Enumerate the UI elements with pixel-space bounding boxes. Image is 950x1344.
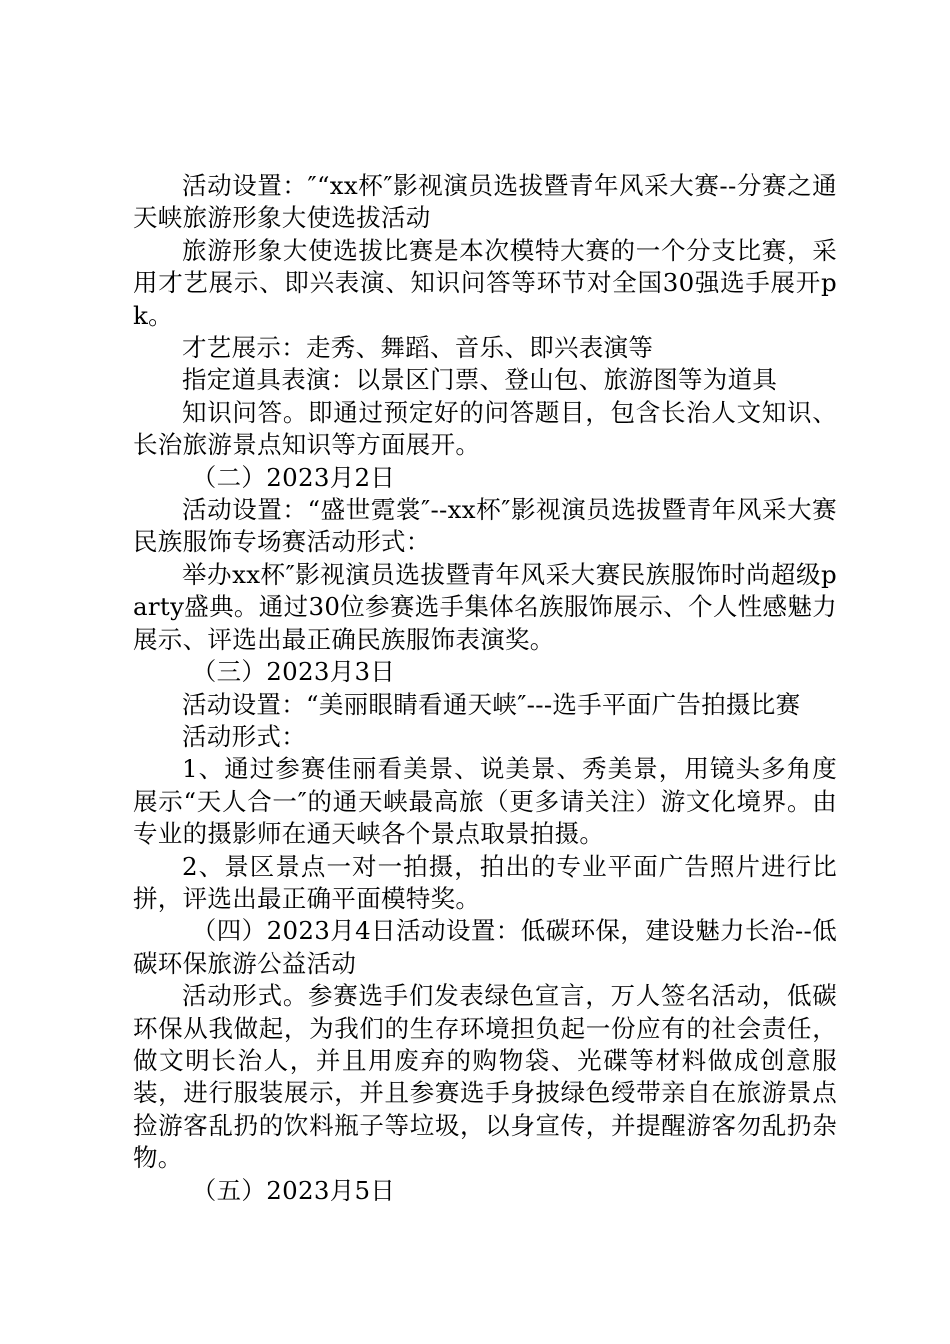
paragraph-costume-party: 举办xx杯″影视演员选拔暨青年风采大赛民族服饰时尚超级party盛典。通过30位参赛选手集体名族服饰展示、个人性感魅力展示、评选出最正确民族服饰表演奖。 <box>133 559 837 654</box>
paragraph-props-performance: 指定道具表演：以景区门票、登山包、旅游图等为道具 <box>182 365 778 395</box>
section-heading-3: （三）2023月3日 <box>191 657 396 687</box>
paragraph-activity-setting-1: 活动设置：″“xx杯″影视演员选拔暨青年风采大赛--分赛之通天峡旅游形象大使选拔活动 <box>133 171 837 233</box>
paragraph-activity-setting-3: 活动设置：“美丽眼睛看通天峡″---选手平面广告拍摄比赛 <box>182 689 801 719</box>
paragraph-talent-show: 才艺展示：走秀、舞蹈、音乐、即兴表演等 <box>182 333 654 363</box>
section-heading-4: （四）2023月4日活动设置：低碳环保，建设魅力长治--低碳环保旅游公益活动 <box>133 916 837 978</box>
paragraph-form-item-2: 2、景区景点一对一拍摄，拍出的专业平面广告照片进行比拼，评选出最正确平面模特奖。 <box>133 851 837 913</box>
paragraph-ambassador-intro: 旅游形象大使选拔比赛是本次模特大赛的一个分支比赛，采用才艺展示、即兴表演、知识问答等环节对全国30强选手展开pk。 <box>133 235 837 330</box>
section-heading-2: （二）2023月2日 <box>191 462 396 492</box>
paragraph-eco-activity: 活动形式。参赛选手们发表绿色宣言，万人签名活动，低碳环保从我做起，为我们的生存环境担负起一份应有的社会责任，做文明长治人，并且用废弃的购物袋、光碟等材料做成创意服装，进行服装展示，并且参赛选手身披绿色绶带亲自在旅游景点捡游客乱扔的饮料瓶子等垃圾，以身宣传，并提醒游客勿乱扔杂物。 <box>133 981 837 1173</box>
paragraph-activity-form-label: 活动形式： <box>182 721 306 751</box>
document-body <box>133 170 837 1207</box>
paragraph-activity-setting-2: 活动设置：“盛世霓裳″--xx杯″影视演员选拔暨青年风采大赛民族服饰专场赛活动形式： <box>133 495 837 557</box>
section-heading-5: （五）2023月5日 <box>191 1175 396 1205</box>
paragraph-knowledge-qa: 知识问答。即通过预定好的问答题目，包含长治人文知识、长治旅游景点知识等方面展开。 <box>133 397 837 460</box>
paragraph-form-item-1: 1、通过参赛佳丽看美景、说美景、秀美景，用镜头多角度展示“天人合一″的通天峡最高旅（更多请关注）游文化境界。由专业的摄影师在通天峡各个景点取景拍摄。 <box>133 754 837 849</box>
